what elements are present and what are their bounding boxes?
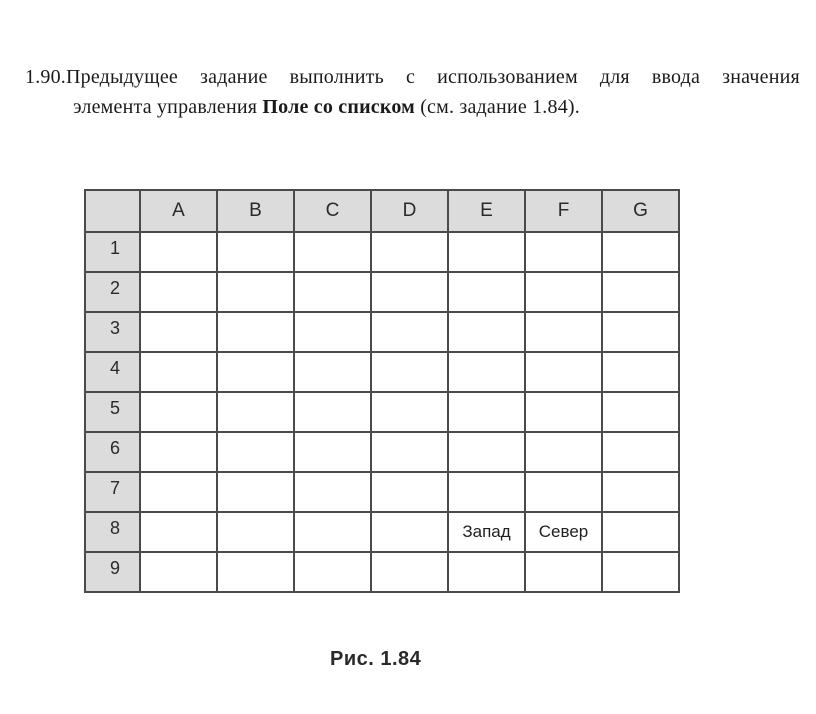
sheet-cell <box>294 392 371 432</box>
sheet-cell <box>217 432 294 472</box>
task-line-1 <box>25 62 800 92</box>
task-line-2-after: (см. задание 1.84). <box>420 96 580 118</box>
row-header: 9 <box>85 552 140 592</box>
row-header: 6 <box>85 432 140 472</box>
table-row <box>85 312 679 352</box>
sheet-cell <box>525 272 602 312</box>
column-header: C <box>294 190 371 232</box>
sheet-cell <box>140 432 217 472</box>
sheet-cell <box>294 512 371 552</box>
sheet-cell <box>294 232 371 272</box>
sheet-cell <box>217 552 294 592</box>
sheet-cell <box>448 392 525 432</box>
sheet-cell <box>525 472 602 512</box>
word: выполнить <box>289 66 384 88</box>
sheet-cell <box>140 472 217 512</box>
table-row <box>85 472 679 512</box>
sheet-cell <box>217 352 294 392</box>
sheet-cell <box>217 392 294 432</box>
column-header: A <box>140 190 217 232</box>
sheet-cell <box>602 552 679 592</box>
sheet-cell <box>602 432 679 472</box>
row-header: 1 <box>85 232 140 272</box>
figure-caption: Рис. 1.84 <box>330 648 422 670</box>
row-header: 4 <box>85 352 140 392</box>
word: с <box>405 66 416 88</box>
sheet-cell <box>525 232 602 272</box>
word: ввода <box>651 66 701 88</box>
task-line-2 <box>25 92 800 122</box>
word: значения <box>722 66 800 88</box>
sheet-cell <box>602 472 679 512</box>
row-header: 5 <box>85 392 140 432</box>
row-header: 2 <box>85 272 140 312</box>
sheet-cell <box>217 232 294 272</box>
word: Предыдущее <box>66 66 178 88</box>
sheet-cell <box>371 392 448 432</box>
sheet-cell <box>448 232 525 272</box>
sheet-cell <box>217 512 294 552</box>
task-text <box>25 62 800 122</box>
sheet-cell <box>140 512 217 552</box>
sheet-cell <box>448 432 525 472</box>
sheet-cell <box>602 232 679 272</box>
table-row <box>85 392 679 432</box>
table-row <box>85 232 679 272</box>
corner-cell <box>85 190 140 232</box>
column-header: G <box>602 190 679 232</box>
sheet-cell: Запад <box>448 512 525 552</box>
spreadsheet-figure <box>84 189 680 593</box>
sheet-cell <box>371 512 448 552</box>
sheet-cell <box>602 392 679 432</box>
control-name: Поле со списком <box>262 96 415 118</box>
sheet-cell <box>602 512 679 552</box>
sheet-cell <box>371 272 448 312</box>
column-header: F <box>525 190 602 232</box>
column-header-row <box>85 190 679 232</box>
sheet-cell <box>525 352 602 392</box>
sheet-cell <box>217 472 294 512</box>
sheet-cell <box>217 272 294 312</box>
sheet-cell <box>448 472 525 512</box>
sheet-cell <box>448 352 525 392</box>
sheet-cell <box>294 552 371 592</box>
row-header: 7 <box>85 472 140 512</box>
sheet-cell <box>602 272 679 312</box>
sheet-cell <box>140 272 217 312</box>
sheet-cell <box>371 232 448 272</box>
sheet-cell <box>140 312 217 352</box>
sheet-cell <box>140 552 217 592</box>
sheet-cell <box>602 352 679 392</box>
table-row <box>85 352 679 392</box>
sheet-cell <box>371 552 448 592</box>
table-row <box>85 552 679 592</box>
row-header: 8 <box>85 512 140 552</box>
sheet-cell <box>140 232 217 272</box>
column-header: D <box>371 190 448 232</box>
sheet-cell <box>602 312 679 352</box>
sheet-cell <box>294 432 371 472</box>
row-header: 3 <box>85 312 140 352</box>
sheet-cell <box>371 432 448 472</box>
sheet-cell <box>217 312 294 352</box>
sheet-cell <box>525 392 602 432</box>
task-line-2-before: элемента управления <box>73 96 258 118</box>
sheet-cell: Север <box>525 512 602 552</box>
sheet-cell <box>371 352 448 392</box>
sheet-cell <box>448 312 525 352</box>
sheet-cell <box>294 472 371 512</box>
word: использованием <box>437 66 578 88</box>
task-line-1-text <box>66 62 800 92</box>
table-row <box>85 272 679 312</box>
sheet-cell <box>294 352 371 392</box>
sheet-cell <box>448 272 525 312</box>
sheet-cell <box>371 472 448 512</box>
table-row <box>85 432 679 472</box>
table-row <box>85 512 679 552</box>
sheet-cell <box>294 272 371 312</box>
sheet-cell <box>525 552 602 592</box>
sheet-cell <box>525 432 602 472</box>
sheet-cell <box>448 552 525 592</box>
sheet-cell <box>371 312 448 352</box>
column-header: E <box>448 190 525 232</box>
sheet-cell <box>140 392 217 432</box>
word: задание <box>200 66 268 88</box>
column-header: B <box>217 190 294 232</box>
sheet-cell <box>140 352 217 392</box>
task-number: 1.90. <box>25 66 66 88</box>
sheet-cell <box>294 312 371 352</box>
sheet-cell <box>525 312 602 352</box>
word: для <box>599 66 630 88</box>
